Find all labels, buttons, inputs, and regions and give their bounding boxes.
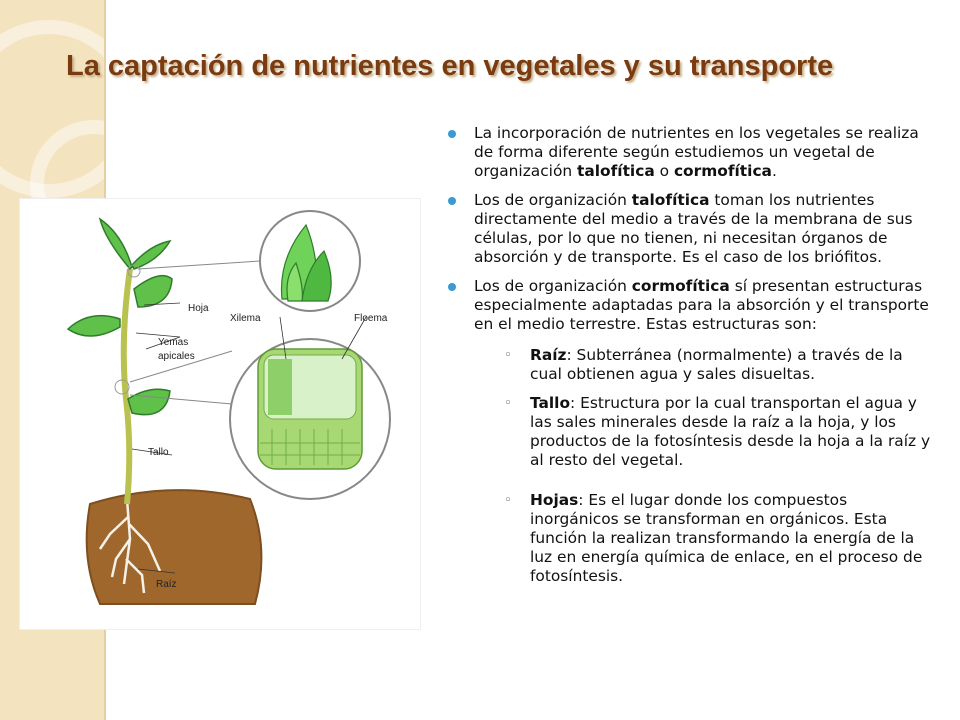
label-tallo: Tallo bbox=[148, 447, 169, 458]
structure-tallo: ◦ Tallo: Estructura por la cual transportan el agua y las sales minerales desde la raíz a la hoja, y los productos de la fotosíntesis desde la hoja a la raíz y al resto del vegetal. bbox=[474, 394, 932, 470]
main-bullets bbox=[448, 124, 932, 586]
label-hoja: Hoja bbox=[188, 303, 209, 314]
label-xilema: Xilema bbox=[230, 313, 261, 324]
bullet-talofitica: Los de organización talofítica toman los nutrientes directamente del medio a través de la membrana de sus células, por lo que no tienen, ni necesitan órganos de absorción y de transporte. Es el caso de los briófitos. bbox=[448, 191, 932, 267]
label-yemas: Yemas bbox=[158, 337, 189, 348]
structures-list bbox=[474, 346, 932, 586]
plant-illustration bbox=[19, 198, 421, 630]
bullet-cormofitica: Los de organización cormofítica sí presentan estructuras especialmente adaptadas para la absorción y el transporte en el medio terrestre. Estas estructuras son: ◦ Raíz: Subterránea (normalmente) a través de la cual obtienen agua y sales disueltas. ◦ Tallo: Estructura por la cual transportan el agua y las sales minerales desde la raíz a la hoja, y los productos de la fotosíntesis desde la hoja a la raíz y al resto del vegetal. ◦ Hojas: Es el lugar donde los compuestos inorgánicos se transforman en orgánicos. Esta función la realizan transformando la energía de la luz en energía química de enlace, en el proceso de fotosíntesis. bbox=[448, 277, 932, 586]
plant-diagram bbox=[20, 199, 420, 629]
bullet-incorporation: La incorporación de nutrientes en los vegetales se realiza de forma diferente según estudiemos un vegetal de organización talofítica o cormofítica. bbox=[448, 124, 932, 181]
stem-section-detail bbox=[258, 349, 362, 469]
label-apicales: apicales bbox=[158, 351, 195, 362]
slide-title: La captación de nutrientes en vegetales y su transporte bbox=[66, 50, 834, 82]
leaves bbox=[68, 219, 172, 415]
structure-hojas: ◦ Hojas: Es el lugar donde los compuestos inorgánicos se transforman en orgánicos. Esta función la realizan transformando la energía de la luz en energía química de enlace, en el proceso de fotosíntesis. bbox=[474, 491, 932, 586]
slide-content bbox=[448, 124, 932, 596]
structure-raiz: ◦ Raíz: Subterránea (normalmente) a través de la cual obtienen agua y sales disueltas. bbox=[474, 346, 932, 384]
label-floema: Floema bbox=[354, 313, 388, 324]
label-raiz: Raíz bbox=[156, 579, 177, 590]
